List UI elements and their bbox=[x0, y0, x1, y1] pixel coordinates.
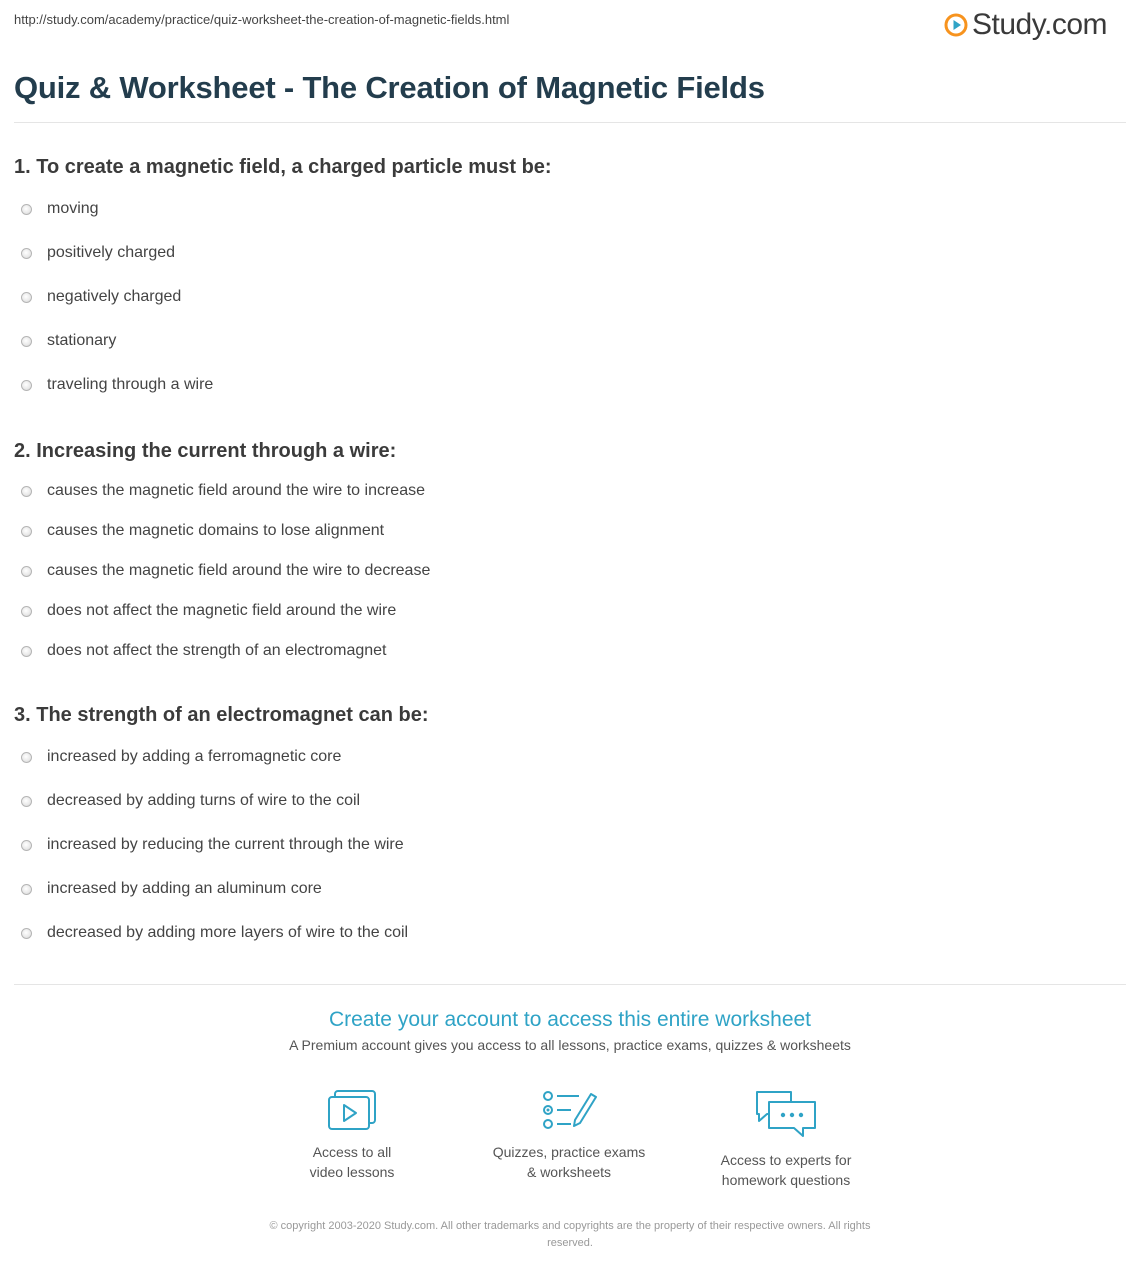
feature-label-line1: Quizzes, practice exams bbox=[492, 1144, 646, 1160]
copyright-footer bbox=[210, 1218, 930, 1252]
option-label: positively charged bbox=[47, 244, 176, 261]
option-label: decreased by adding turns of wire to the coil bbox=[47, 792, 361, 809]
radio-button[interactable] bbox=[21, 646, 32, 657]
quiz-checklist-icon bbox=[541, 1088, 597, 1132]
option-label: causes the magnetic field around the wire to increase bbox=[47, 482, 425, 499]
question-1-option-3[interactable] bbox=[21, 288, 181, 306]
brand-name: Study.com bbox=[972, 8, 1107, 41]
premium-description: A Premium account gives you access to all lessons, practice exams, quizzes & worksheets bbox=[289, 1037, 851, 1053]
question-1-title: 1. To create a magnetic field, a charged particle must be: bbox=[14, 156, 552, 178]
option-label: does not affect the strength of an electromagnet bbox=[47, 642, 387, 659]
option-label: causes the magnetic domains to lose alignment bbox=[47, 522, 385, 539]
radio-button[interactable] bbox=[21, 566, 32, 577]
study-logo[interactable] bbox=[944, 8, 1107, 42]
page-url: http://study.com/academy/practice/quiz-worksheet-the-creation-of-magnetic-fields.html bbox=[14, 12, 510, 27]
radio-button[interactable] bbox=[21, 380, 32, 391]
video-lessons-icon bbox=[326, 1088, 378, 1132]
question-3-option-5[interactable] bbox=[21, 924, 408, 942]
option-label: does not affect the magnetic field around the wire bbox=[47, 602, 397, 619]
question-3-option-4[interactable] bbox=[21, 880, 322, 898]
feature-label-line2: homework questions bbox=[721, 1172, 851, 1188]
option-label: causes the magnetic field around the wire to decrease bbox=[47, 562, 431, 579]
radio-button[interactable] bbox=[21, 204, 32, 215]
option-label: decreased by adding more layers of wire to the coil bbox=[47, 924, 409, 941]
question-3-title: 3. The strength of an electromagnet can be: bbox=[14, 704, 429, 726]
question-2-option-2[interactable] bbox=[21, 522, 384, 540]
option-label: increased by reducing the current through the wire bbox=[47, 836, 404, 853]
radio-button[interactable] bbox=[21, 840, 32, 851]
question-2-option-4[interactable] bbox=[21, 602, 396, 620]
question-1-option-2[interactable] bbox=[21, 244, 175, 262]
question-1-option-5[interactable] bbox=[21, 376, 213, 394]
radio-button[interactable] bbox=[21, 796, 32, 807]
feature-label-line1: Access to experts for bbox=[720, 1152, 852, 1168]
question-2-option-1[interactable] bbox=[21, 482, 425, 500]
radio-button[interactable] bbox=[21, 606, 32, 617]
play-logo-icon bbox=[944, 13, 968, 37]
feature-quizzes bbox=[469, 1088, 669, 1182]
feature-label-line2: & worksheets bbox=[526, 1164, 612, 1180]
option-label: increased by adding a ferromagnetic core bbox=[47, 748, 342, 765]
question-3-option-1[interactable] bbox=[21, 748, 341, 766]
question-2-option-5[interactable] bbox=[21, 642, 386, 660]
radio-button[interactable] bbox=[21, 292, 32, 303]
copyright-line2: reserved. bbox=[547, 1237, 593, 1249]
title-divider bbox=[14, 122, 1126, 123]
feature-video-lessons bbox=[252, 1088, 452, 1182]
question-3-option-2[interactable] bbox=[21, 792, 360, 810]
option-label: moving bbox=[47, 200, 99, 217]
radio-button[interactable] bbox=[21, 336, 32, 347]
option-label: traveling through a wire bbox=[47, 376, 214, 393]
copyright-line1: © copyright 2003-2020 Study.com. All other trademarks and copyrights are the property of their respective owners. All rights bbox=[269, 1220, 871, 1232]
radio-button[interactable] bbox=[21, 884, 32, 895]
page-title: Quiz & Worksheet - The Creation of Magnetic Fields bbox=[14, 70, 765, 105]
option-label: negatively charged bbox=[47, 288, 182, 305]
chat-bubbles-icon bbox=[753, 1088, 819, 1140]
feature-label-line1: Access to all bbox=[312, 1144, 392, 1160]
question-3-option-3[interactable] bbox=[21, 836, 404, 854]
question-1-option-4[interactable] bbox=[21, 332, 116, 350]
radio-button[interactable] bbox=[21, 928, 32, 939]
content-divider bbox=[14, 984, 1126, 985]
option-label: increased by adding an aluminum core bbox=[47, 880, 322, 897]
radio-button[interactable] bbox=[21, 526, 32, 537]
option-label: stationary bbox=[47, 332, 117, 349]
radio-button[interactable] bbox=[21, 248, 32, 259]
question-2-option-3[interactable] bbox=[21, 562, 430, 580]
radio-button[interactable] bbox=[21, 486, 32, 497]
feature-label-line2: video lessons bbox=[309, 1164, 395, 1180]
question-1-option-1[interactable] bbox=[21, 200, 99, 218]
question-2-title: 2. Increasing the current through a wire: bbox=[14, 440, 397, 462]
create-account-link[interactable]: Create your account to access this entire worksheet bbox=[328, 1008, 812, 1031]
radio-button[interactable] bbox=[21, 752, 32, 763]
feature-experts bbox=[686, 1088, 886, 1190]
